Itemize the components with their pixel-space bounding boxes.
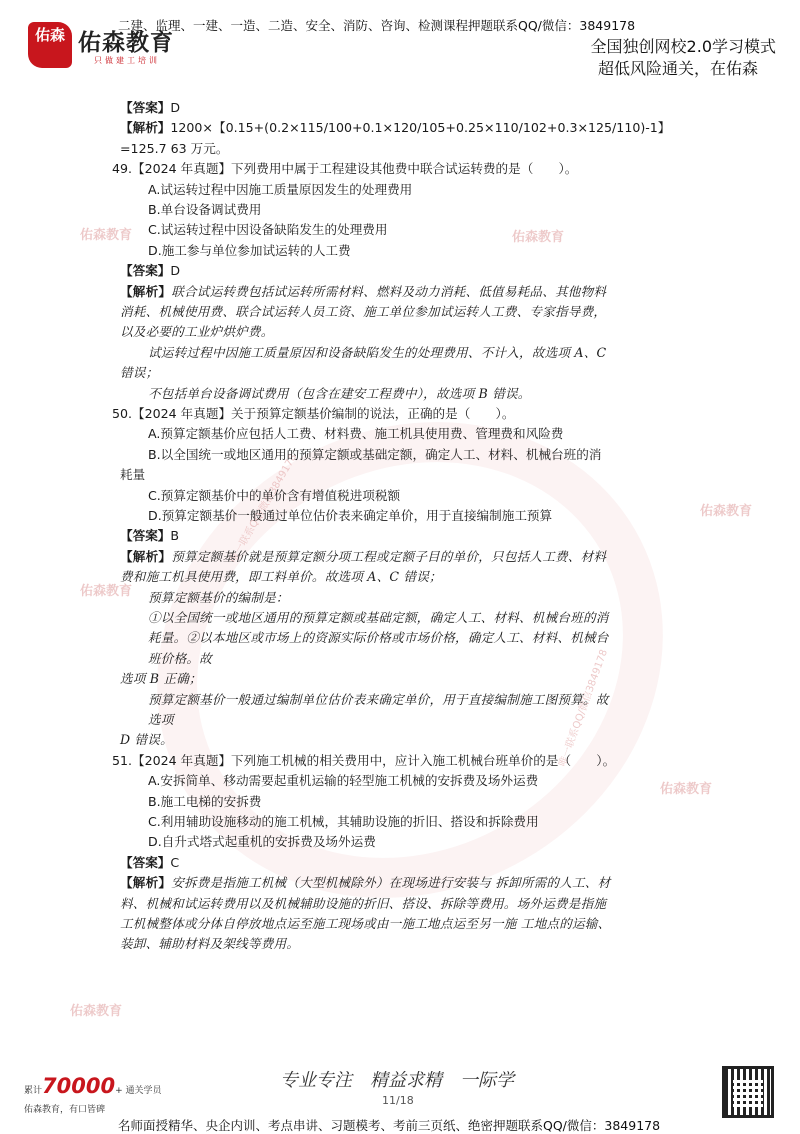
- watermark-contact: 唯一联系QQ/微信3849178: [557, 648, 611, 769]
- qr-code-icon[interactable]: [722, 1066, 774, 1118]
- text-line: =125.7 63 万元。: [120, 140, 229, 156]
- text-line: 49.【2024 年真题】下列费用中属于工程建设其他费中联合试运转费的是（ ）。: [112, 161, 578, 177]
- text-line: 【答案】D: [120, 100, 181, 115]
- text-line: B.以全国统一或地区通用的预算定额或基础定额，确定人工、材料、机械台班的消: [148, 446, 602, 462]
- text-line: 班价格。故: [148, 650, 212, 666]
- footer-motto: 佑森教育，有口皆碑: [24, 1105, 106, 1115]
- text-line: D.施工参与单位参加试运转的人工费: [148, 242, 351, 258]
- text-line: 以及必要的工业炉烘炉费。: [120, 324, 274, 340]
- text-line: 51.【2024 年真题】下列施工机械的相关费用中，应计入施工机械台班单价的是（ ）。: [112, 752, 616, 768]
- text-line: B.施工电梯的安拆费: [148, 793, 262, 809]
- students-count: 累计70000+ 通关学员: [24, 1074, 162, 1098]
- footer-contact-line: 名师面授精华、央企内训、考点串讲、习题模考、考前三页纸、绝密押题联系QQ/微信：3849178: [118, 1118, 661, 1133]
- text-line: 【答案】B: [120, 528, 180, 544]
- text-line: A.预算定额基价应包括人工费、材料费、施工机具使用费、管理费和风险费: [148, 426, 564, 442]
- text-line: 【答案】D: [120, 263, 181, 279]
- text-line: B.单台设备调试费用: [148, 202, 262, 217]
- watermark-brand: 佑森教育: [512, 230, 565, 245]
- text-line: 【答案】C: [120, 854, 180, 870]
- text-line: 【解析】预算定额基价就是预算定额分项工程或定额子目的单价，只包括人工费、材料: [120, 548, 607, 564]
- text-line: D 错误。: [120, 732, 173, 748]
- text-line: 工机械整体或分体自停放地点运至施工现场或由一施工地点运至另一施 工地点的运输、: [120, 916, 611, 931]
- text-line: 料、机械和试运转费用以及机械辅助设施的折旧、搭设、拆除等费用。场外运费是指施: [120, 895, 607, 911]
- text-line: 试运转过程中因施工质量原因和设备缺陷发生的处理费用、不计入，故选项 A、C: [148, 344, 607, 360]
- text-line: 错误；: [120, 365, 159, 381]
- text-line: 【解析】安拆费是指施工机械（大型机械除外）在现场进行安装与 拆卸所需的人工、材: [120, 875, 611, 891]
- watermark-contact: 唯一联系QQ/微信3849178: [227, 452, 300, 565]
- logo-seal: 佑森: [28, 22, 72, 68]
- header-courses-line: 二建、监理、一建、一造、二造、安全、消防、咨询、检测课程押题联系QQ/微信：3849178: [118, 18, 636, 33]
- text-line: 【解析】1200×【0.15+(0.2×115/100+0.1×120/105+0.25×110/102+0.3×125/110)-1】: [120, 120, 671, 136]
- text-line: 装卸、辅助材料及架线等费用。: [120, 936, 300, 952]
- page-header: [0, 0, 800, 92]
- watermark-brand: 佑森教育: [660, 782, 713, 797]
- watermark-brand: 佑森教育: [70, 1004, 123, 1019]
- watermark-brand: 佑森教育: [80, 584, 133, 599]
- text-line: A.安拆简单、移动需要起重机运输的轻型施工机械的安拆费及场外运费: [148, 773, 539, 789]
- text-line: 费和施工机具使用费，即工料单价。故选项 A、C 错误；: [120, 569, 442, 585]
- text-line: 【解析】联合试运转费包括试运转所需材料、燃料及动力消耗、低值易耗品、其他物料: [120, 283, 607, 299]
- header-tagline-2: 超低风险通关，在佑森: [597, 59, 758, 78]
- watermark-brand: 佑森教育: [700, 504, 753, 519]
- text-line: 选项 B 正确；: [120, 671, 202, 687]
- watermark-brand: 佑森教育: [80, 228, 133, 243]
- logo-slogan: 只做建工培训: [94, 56, 160, 65]
- text-line: C.试运转过程中因设备缺陷发生的处理费用: [148, 222, 388, 238]
- text-line: C.预算定额基价中的单价含有增值税进项税额: [148, 487, 401, 503]
- text-line: 不包括单台设备调试费用（包含在建安工程费中），故选项 B 错误。: [148, 385, 531, 401]
- logo-name: 佑森教育: [78, 30, 174, 56]
- text-line: ①以全国统一或地区通用的预算定额或基础定额，确定人工、材料、机械台班的消: [148, 610, 609, 625]
- text-line: 50.【2024 年真题】关于预算定额基价编制的说法，正确的是（ ）。: [112, 406, 515, 421]
- text-line: A.试运转过程中因施工质量原因发生的处理费用: [148, 181, 413, 197]
- text-line: D.自升式塔式起重机的安拆费及场外运费: [148, 834, 376, 850]
- text-line: 耗量。②以本地区或市场上的资源实际价格或市场价格，确定人工、材料、机械台: [148, 630, 609, 646]
- page-number: 11/18: [382, 1094, 414, 1107]
- count-number: 70000: [42, 1074, 116, 1098]
- text-line: 选项: [148, 712, 174, 727]
- handwritten-signature: 专业专注 精益求精 一际学: [280, 1070, 514, 1091]
- page-footer: [0, 1058, 800, 1132]
- text-line: 预算定额基价的编制是：: [148, 589, 289, 605]
- header-tagline-1: 全国独创网校2.0学习模式: [590, 37, 776, 56]
- text-line: C.利用辅助设施移动的施工机械，其辅助设施的折旧、搭设和拆除费用: [148, 814, 539, 829]
- text-line: D.预算定额基价一般通过单位估价表来确定单价，用于直接编制施工预算: [148, 508, 553, 523]
- text-line: 消耗、机械使用费、联合试运转人员工资、施工单位参加试运转人工费、专家指导费，: [120, 304, 607, 319]
- text-line: 预算定额基价一般通过编制单位估价表来确定单价，用于直接编制施工图预算。故: [148, 691, 609, 707]
- text-line: 耗量: [120, 467, 146, 483]
